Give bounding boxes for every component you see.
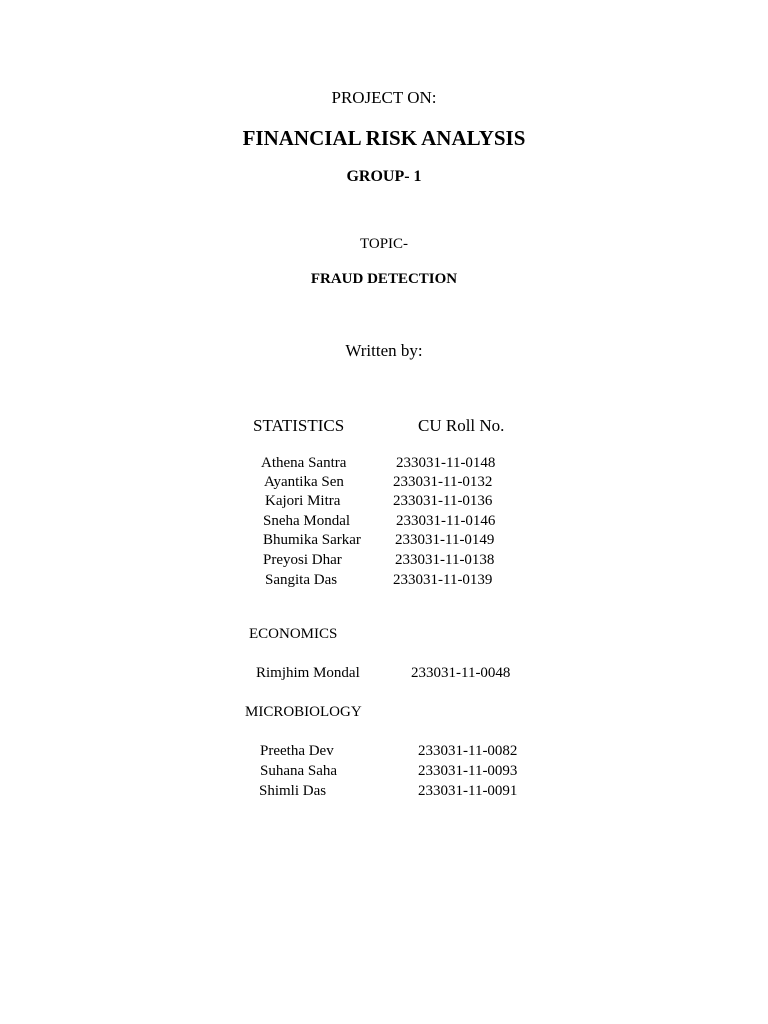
member-roll: 233031-11-0149: [395, 532, 495, 548]
member-roll: 233031-11-0082: [418, 743, 518, 759]
member-roll: 233031-11-0132: [393, 474, 493, 490]
member-roll: 233031-11-0093: [418, 763, 518, 779]
member-roll: 233031-11-0139: [393, 572, 493, 588]
topic-label: TOPIC-: [359, 236, 409, 252]
member-name: Sangita Das: [265, 572, 338, 588]
microbiology-heading: MICROBIOLOGY: [245, 704, 362, 720]
project-title: FINANCIAL RISK ANALYSIS: [242, 126, 526, 150]
member-roll: 233031-11-0048: [411, 665, 511, 681]
member-name: Preetha Dev: [260, 743, 334, 759]
member-name: Athena Santra: [261, 455, 347, 471]
group-label: GROUP- 1: [346, 168, 422, 185]
member-roll: 233031-11-0136: [393, 493, 493, 509]
member-roll: 233031-11-0146: [396, 513, 496, 529]
member-roll: 233031-11-0091: [418, 783, 518, 799]
written-by-label: Written by:: [345, 341, 423, 360]
statistics-heading: STATISTICS: [253, 416, 345, 435]
member-name: Rimjhim Mondal: [256, 665, 360, 681]
member-roll: 233031-11-0138: [395, 552, 495, 568]
member-name: Ayantika Sen: [264, 474, 344, 490]
member-name: Shimli Das: [259, 783, 327, 799]
member-name: Suhana Saha: [260, 763, 338, 779]
member-name: Sneha Mondal: [263, 513, 351, 529]
member-name: Preyosi Dhar: [263, 552, 342, 568]
topic-name: FRAUD DETECTION: [310, 271, 458, 287]
member-name: Bhumika Sarkar: [263, 532, 361, 548]
project-label: PROJECT ON:: [331, 88, 437, 107]
economics-heading: ECONOMICS: [249, 626, 338, 642]
member-name: Kajori Mitra: [265, 493, 341, 509]
roll-number-heading: CU Roll No.: [418, 416, 505, 435]
member-roll: 233031-11-0148: [396, 455, 496, 471]
